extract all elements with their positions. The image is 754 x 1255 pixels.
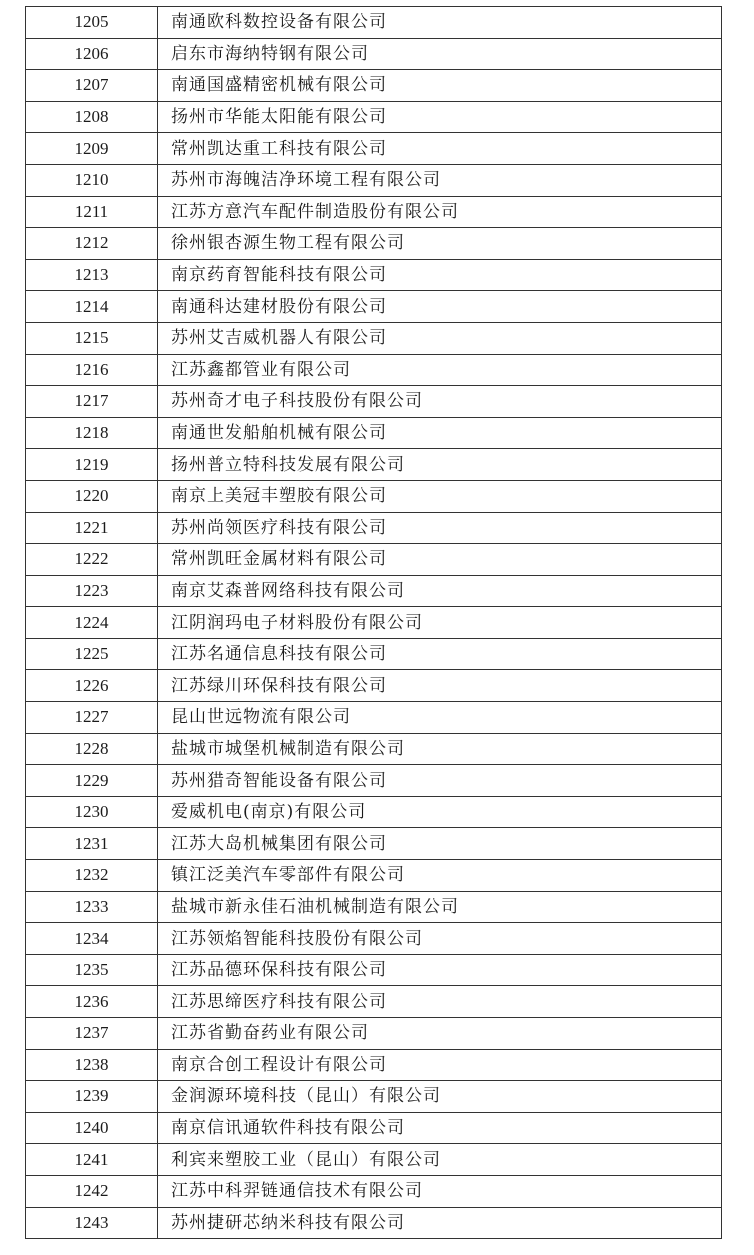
company-name-cell: 江苏方意汽车配件制造股份有限公司 — [158, 196, 722, 228]
company-name-cell: 江苏省勤奋药业有限公司 — [158, 1018, 722, 1050]
row-number-cell: 1207 — [26, 70, 158, 102]
table-row — [26, 101, 722, 133]
row-number-cell: 1221 — [26, 512, 158, 544]
company-name-cell: 南通科达建材股份有限公司 — [158, 291, 722, 323]
row-number-cell: 1214 — [26, 291, 158, 323]
table-row — [26, 449, 722, 481]
row-number-cell: 1205 — [26, 7, 158, 39]
row-number-cell: 1243 — [26, 1207, 158, 1239]
row-number-cell: 1219 — [26, 449, 158, 481]
company-name-cell: 苏州尚领医疗科技有限公司 — [158, 512, 722, 544]
company-name-cell: 爱威机电(南京)有限公司 — [158, 796, 722, 828]
row-number-cell: 1229 — [26, 765, 158, 797]
row-number-cell: 1238 — [26, 1049, 158, 1081]
table-row — [26, 512, 722, 544]
company-name-cell: 盐城市新永佳石油机械制造有限公司 — [158, 891, 722, 923]
table-row — [26, 228, 722, 260]
row-number-cell: 1217 — [26, 386, 158, 418]
table-row — [26, 891, 722, 923]
table-row — [26, 638, 722, 670]
company-name-cell: 利宾来塑胶工业（昆山）有限公司 — [158, 1144, 722, 1176]
table-row — [26, 986, 722, 1018]
table-row — [26, 1049, 722, 1081]
company-name-cell: 扬州普立特科技发展有限公司 — [158, 449, 722, 481]
row-number-cell: 1239 — [26, 1081, 158, 1113]
company-name-cell: 南京合创工程设计有限公司 — [158, 1049, 722, 1081]
table-row — [26, 291, 722, 323]
table-row — [26, 322, 722, 354]
table-row — [26, 133, 722, 165]
table-row — [26, 164, 722, 196]
company-name-cell: 昆山世远物流有限公司 — [158, 702, 722, 734]
table-row — [26, 480, 722, 512]
company-name-cell: 扬州市华能太阳能有限公司 — [158, 101, 722, 133]
row-number-cell: 1240 — [26, 1112, 158, 1144]
table-row — [26, 702, 722, 734]
company-name-cell: 常州凯旺金属材料有限公司 — [158, 544, 722, 576]
table-row — [26, 70, 722, 102]
company-name-cell: 江苏大岛机械集团有限公司 — [158, 828, 722, 860]
company-name-cell: 苏州奇才电子科技股份有限公司 — [158, 386, 722, 418]
company-name-cell: 盐城市城堡机械制造有限公司 — [158, 733, 722, 765]
row-number-cell: 1222 — [26, 544, 158, 576]
table-row — [26, 1112, 722, 1144]
row-number-cell: 1235 — [26, 954, 158, 986]
row-number-cell: 1232 — [26, 860, 158, 892]
table-row — [26, 733, 722, 765]
row-number-cell: 1231 — [26, 828, 158, 860]
company-name-cell: 镇江泛美汽车零部件有限公司 — [158, 860, 722, 892]
row-number-cell: 1212 — [26, 228, 158, 260]
row-number-cell: 1228 — [26, 733, 158, 765]
row-number-cell: 1234 — [26, 923, 158, 955]
company-name-cell: 江苏名通信息科技有限公司 — [158, 638, 722, 670]
row-number-cell: 1208 — [26, 101, 158, 133]
row-number-cell: 1215 — [26, 322, 158, 354]
row-number-cell: 1237 — [26, 1018, 158, 1050]
table-row — [26, 196, 722, 228]
row-number-cell: 1236 — [26, 986, 158, 1018]
company-name-cell: 江苏思缔医疗科技有限公司 — [158, 986, 722, 1018]
table-row — [26, 765, 722, 797]
table-row — [26, 1207, 722, 1239]
row-number-cell: 1224 — [26, 607, 158, 639]
company-name-cell: 南京艾森普网络科技有限公司 — [158, 575, 722, 607]
table-row — [26, 417, 722, 449]
row-number-cell: 1241 — [26, 1144, 158, 1176]
company-name-cell: 苏州捷研芯纳米科技有限公司 — [158, 1207, 722, 1239]
row-number-cell: 1211 — [26, 196, 158, 228]
company-name-cell: 江苏领焰智能科技股份有限公司 — [158, 923, 722, 955]
row-number-cell: 1206 — [26, 38, 158, 70]
table-row — [26, 1144, 722, 1176]
table-row — [26, 670, 722, 702]
company-name-cell: 江苏品德环保科技有限公司 — [158, 954, 722, 986]
company-name-cell: 南京药育智能科技有限公司 — [158, 259, 722, 291]
company-list-table — [25, 6, 722, 1239]
company-name-cell: 启东市海纳特钢有限公司 — [158, 38, 722, 70]
table-row — [26, 607, 722, 639]
row-number-cell: 1218 — [26, 417, 158, 449]
row-number-cell: 1210 — [26, 164, 158, 196]
table-row — [26, 259, 722, 291]
row-number-cell: 1227 — [26, 702, 158, 734]
row-number-cell: 1216 — [26, 354, 158, 386]
company-name-cell: 金润源环境科技（昆山）有限公司 — [158, 1081, 722, 1113]
company-name-cell: 苏州市海魄洁净环境工程有限公司 — [158, 164, 722, 196]
table-body — [26, 7, 722, 1239]
company-name-cell: 江苏中科羿链通信技术有限公司 — [158, 1175, 722, 1207]
table-row — [26, 575, 722, 607]
company-name-cell: 南通欧科数控设备有限公司 — [158, 7, 722, 39]
company-name-cell: 常州凯达重工科技有限公司 — [158, 133, 722, 165]
table-row — [26, 354, 722, 386]
row-number-cell: 1230 — [26, 796, 158, 828]
table-row — [26, 828, 722, 860]
company-name-cell: 南通国盛精密机械有限公司 — [158, 70, 722, 102]
table-row — [26, 796, 722, 828]
company-name-cell: 江苏鑫都管业有限公司 — [158, 354, 722, 386]
row-number-cell: 1220 — [26, 480, 158, 512]
row-number-cell: 1209 — [26, 133, 158, 165]
company-name-cell: 徐州银杏源生物工程有限公司 — [158, 228, 722, 260]
company-name-cell: 江苏绿川环保科技有限公司 — [158, 670, 722, 702]
company-name-cell: 江阴润玛电子材料股份有限公司 — [158, 607, 722, 639]
row-number-cell: 1226 — [26, 670, 158, 702]
company-name-cell: 苏州猎奇智能设备有限公司 — [158, 765, 722, 797]
row-number-cell: 1223 — [26, 575, 158, 607]
table-row — [26, 38, 722, 70]
row-number-cell: 1233 — [26, 891, 158, 923]
table-row — [26, 860, 722, 892]
table-row — [26, 1018, 722, 1050]
company-name-cell: 南通世发船舶机械有限公司 — [158, 417, 722, 449]
row-number-cell: 1225 — [26, 638, 158, 670]
table-row — [26, 954, 722, 986]
table-row — [26, 386, 722, 418]
row-number-cell: 1242 — [26, 1175, 158, 1207]
table-row — [26, 544, 722, 576]
table-row — [26, 1081, 722, 1113]
table-row — [26, 1175, 722, 1207]
table-row — [26, 923, 722, 955]
row-number-cell: 1213 — [26, 259, 158, 291]
company-name-cell: 南京信讯通软件科技有限公司 — [158, 1112, 722, 1144]
company-name-cell: 苏州艾吉威机器人有限公司 — [158, 322, 722, 354]
table-row — [26, 7, 722, 39]
company-name-cell: 南京上美冠丰塑胶有限公司 — [158, 480, 722, 512]
